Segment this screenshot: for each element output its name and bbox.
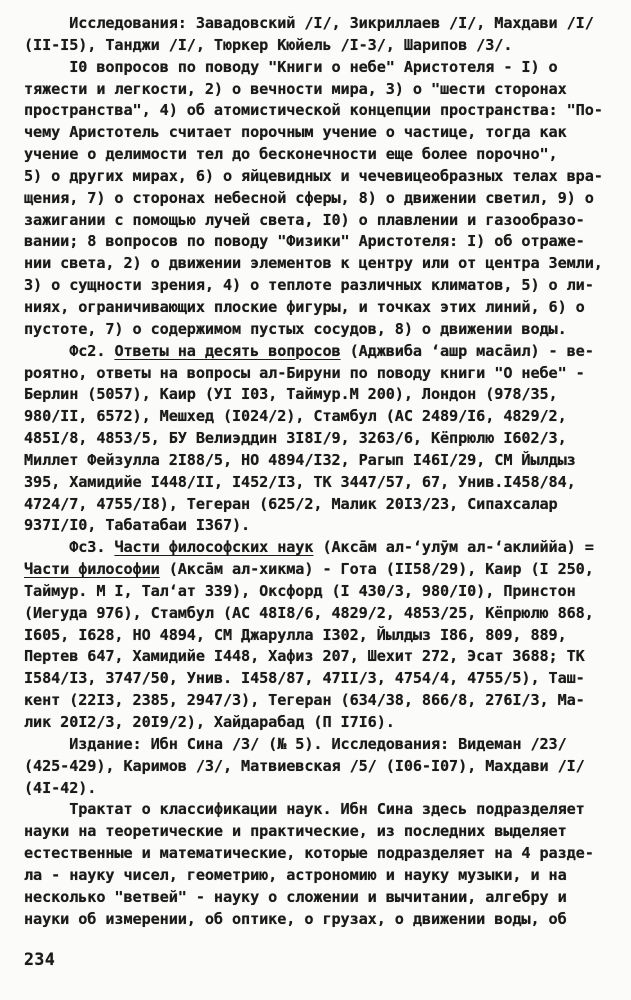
text-line xyxy=(24,341,603,363)
text-segment: (Аксāм ал-хикма) - Гота (II58/29), Каир (I 250, xyxy=(159,560,594,579)
text-line xyxy=(24,35,603,57)
text-line xyxy=(24,690,603,712)
text-segment: I584/I3, 3747/50, Унив. I458/87, 47II/3, 4754/4, 4755/5), Таш- xyxy=(24,669,585,688)
text-segment: Фс3. xyxy=(24,538,115,557)
text-line xyxy=(24,494,603,516)
text-segment: нии света, 2) о движении элементов к центру или от центра Земли, xyxy=(24,254,603,273)
text-line xyxy=(24,319,603,341)
text-segment: (Аджвиба ‘ашр масāил) - ве- xyxy=(340,341,594,360)
text-segment: несколько "ветвей" - науку о сложении и вычитании, алгебру и xyxy=(24,887,567,906)
text-segment: (4I-42). xyxy=(24,778,97,797)
text-line xyxy=(24,297,603,319)
text-segment: ниях, ограничивающих плоские фигуры, и точках этих линий, 6) о xyxy=(24,297,585,316)
text-segment: I0 вопросов по поводу "Книги о небе" Аристотеля - I) о xyxy=(24,57,558,76)
text-line xyxy=(24,887,603,909)
text-line xyxy=(24,188,603,210)
text-segment: Исследования: Завадовский /I/, Зикриллаев /I/, Махдави /I/ xyxy=(24,14,594,32)
text-segment: Берлин (5057), Каир (УI I03, Таймур.М 200), Лондон (978/35, xyxy=(24,385,558,404)
text-line xyxy=(24,57,603,79)
text-segment: 937I/I0, Табатабаи I367). xyxy=(24,516,251,535)
text-line xyxy=(24,79,603,101)
text-block xyxy=(24,13,603,930)
text-segment: 395, Хамидийе I448/II, I452/I3, ТК 3447/57, 67, Унив.I458/84, xyxy=(24,472,576,491)
text-line xyxy=(24,100,603,122)
text-segment: 485I/8, 4853/5, БУ Велиэддин 3I8I/9, 3263/6, Кёпрюлю I602/3, xyxy=(24,429,567,448)
text-segment: тяжести и легкости, 2) о вечности мира, 3) о "шести сторонах xyxy=(24,79,567,98)
text-segment: 3) о сущности зрения, 4) о теплоте различных климатов, 5) о ли- xyxy=(24,276,594,295)
text-segment: Издание: Ибн Сина /3/ (№ 5). Исследования: Видеман /23/ xyxy=(24,734,567,753)
text-line xyxy=(24,603,603,625)
text-segment: лик 20I2/3, 20I9/2), Хайдарабад (П I7I6). xyxy=(24,713,395,731)
text-line xyxy=(24,253,603,275)
text-line xyxy=(24,646,603,668)
text-segment: роятно, ответы на вопросы ал-Бируни по поводу книги "О небе" - xyxy=(24,363,585,382)
text-segment: пустоте, 7) о содержимом пустых сосудов, 8) о движении воды. xyxy=(24,319,567,338)
text-line xyxy=(24,384,603,406)
text-line xyxy=(24,406,603,428)
text-line xyxy=(24,821,603,843)
underlined-title: Части философии xyxy=(24,560,160,579)
text-line xyxy=(24,559,603,581)
text-segment: 4724/7, 4755/I8), Тегеран (625/2, Малик 20I3/23, Сипахсалар xyxy=(24,494,558,513)
text-segment: (425-429), Каримов /3/, Матвиевская /5/ (I06-I07), Махдави /I/ xyxy=(24,756,585,775)
text-line xyxy=(24,275,603,297)
text-line xyxy=(24,472,603,494)
text-segment: Трактат о классификации наук. Ибн Сина здесь подразделяет xyxy=(24,800,585,819)
text-line xyxy=(24,537,603,559)
text-line xyxy=(24,865,603,887)
text-line xyxy=(24,581,603,603)
text-segment: науки об измерении, об оптике, о грузах, о движении воды, об xyxy=(24,909,567,928)
text-segment: I605, I628, НО 4894, СМ Джарулла I302, Йылдыз I86, 809, 889, xyxy=(24,625,567,644)
text-segment: (Аксāм ал-‘улӯм ал-‘аклиййа) = xyxy=(313,538,594,557)
text-line xyxy=(24,843,603,865)
underlined-title: Ответы на десять вопросов xyxy=(114,341,341,360)
text-segment: 5) о других мирах, 6) о яйцевидных и чечевицеобразных телах вра- xyxy=(24,166,603,185)
text-line xyxy=(24,734,603,756)
text-line xyxy=(24,363,603,385)
text-segment: кент (22I3, 2385, 2947/3), Тегеран (634/38, 866/8, 276I/3, Ма- xyxy=(24,691,585,710)
text-segment: пространства", 4) об атомистической концепции пространства: "По- xyxy=(24,101,603,120)
text-line xyxy=(24,756,603,778)
text-segment: (Иегуда 976), Стамбул (АС 48I8/6, 4829/2, 4853/25, Кёпрюлю 868, xyxy=(24,603,594,622)
text-line xyxy=(24,122,603,144)
text-segment: естественные и математические, которые подразделяет на 4 разде- xyxy=(24,844,594,863)
text-segment: науки на теоретические и практические, из последних выделяет xyxy=(24,822,567,841)
text-line xyxy=(24,778,603,800)
text-line xyxy=(24,13,603,35)
text-segment: щения, 7) о сторонах небесной сферы, 8) о движении светил, 9) о xyxy=(24,188,594,207)
text-segment: Фс2. xyxy=(24,341,115,360)
text-line xyxy=(24,210,603,232)
text-segment: чему Аристотель считает порочным учение о частице, тогда как xyxy=(24,123,567,142)
text-line xyxy=(24,909,603,931)
text-line xyxy=(24,799,603,821)
text-line xyxy=(24,515,603,537)
text-line xyxy=(24,450,603,472)
text-line xyxy=(24,428,603,450)
text-line xyxy=(24,231,603,253)
underlined-title: Части философских наук xyxy=(114,538,314,557)
text-segment: Пертев 647, Хамидийе I448, Хафиз 207, Шехит 272, Эсат 3688; ТК xyxy=(24,647,585,666)
text-segment: (II-I5), Танджи /I/, Тюркер Кюйель /I-3/, Шарипов /3/. xyxy=(24,35,513,54)
text-line xyxy=(24,668,603,690)
text-segment: Миллет Фейзулла 2I88/5, НО 4894/I32, Рагып I46I/29, СМ Йылдыз xyxy=(24,450,576,469)
text-line xyxy=(24,625,603,647)
page-number: 234 xyxy=(24,950,56,969)
text-line xyxy=(24,712,603,734)
text-line xyxy=(24,166,603,188)
text-segment: вании; 8 вопросов по поводу "Физики" Аристотеля: I) об отраже- xyxy=(24,232,585,251)
text-segment: зажигании с помощью лучей света, I0) о плавлении и газообразо- xyxy=(24,210,585,229)
text-segment: Таймур. М I, Тал‘ат 339), Оксфорд (I 430/3, 980/I0), Принстон xyxy=(24,581,576,600)
text-segment: 980/II, 6572), Мешхед (I024/2), Стамбул (АС 2489/I6, 4829/2, xyxy=(24,407,567,426)
text-line xyxy=(24,144,603,166)
text-segment: ла - науку чисел, геометрию, астрономию и науку музыки, и на xyxy=(24,865,567,884)
text-segment: учение о делимости тел до бесконечности еще более порочно", xyxy=(24,145,558,164)
